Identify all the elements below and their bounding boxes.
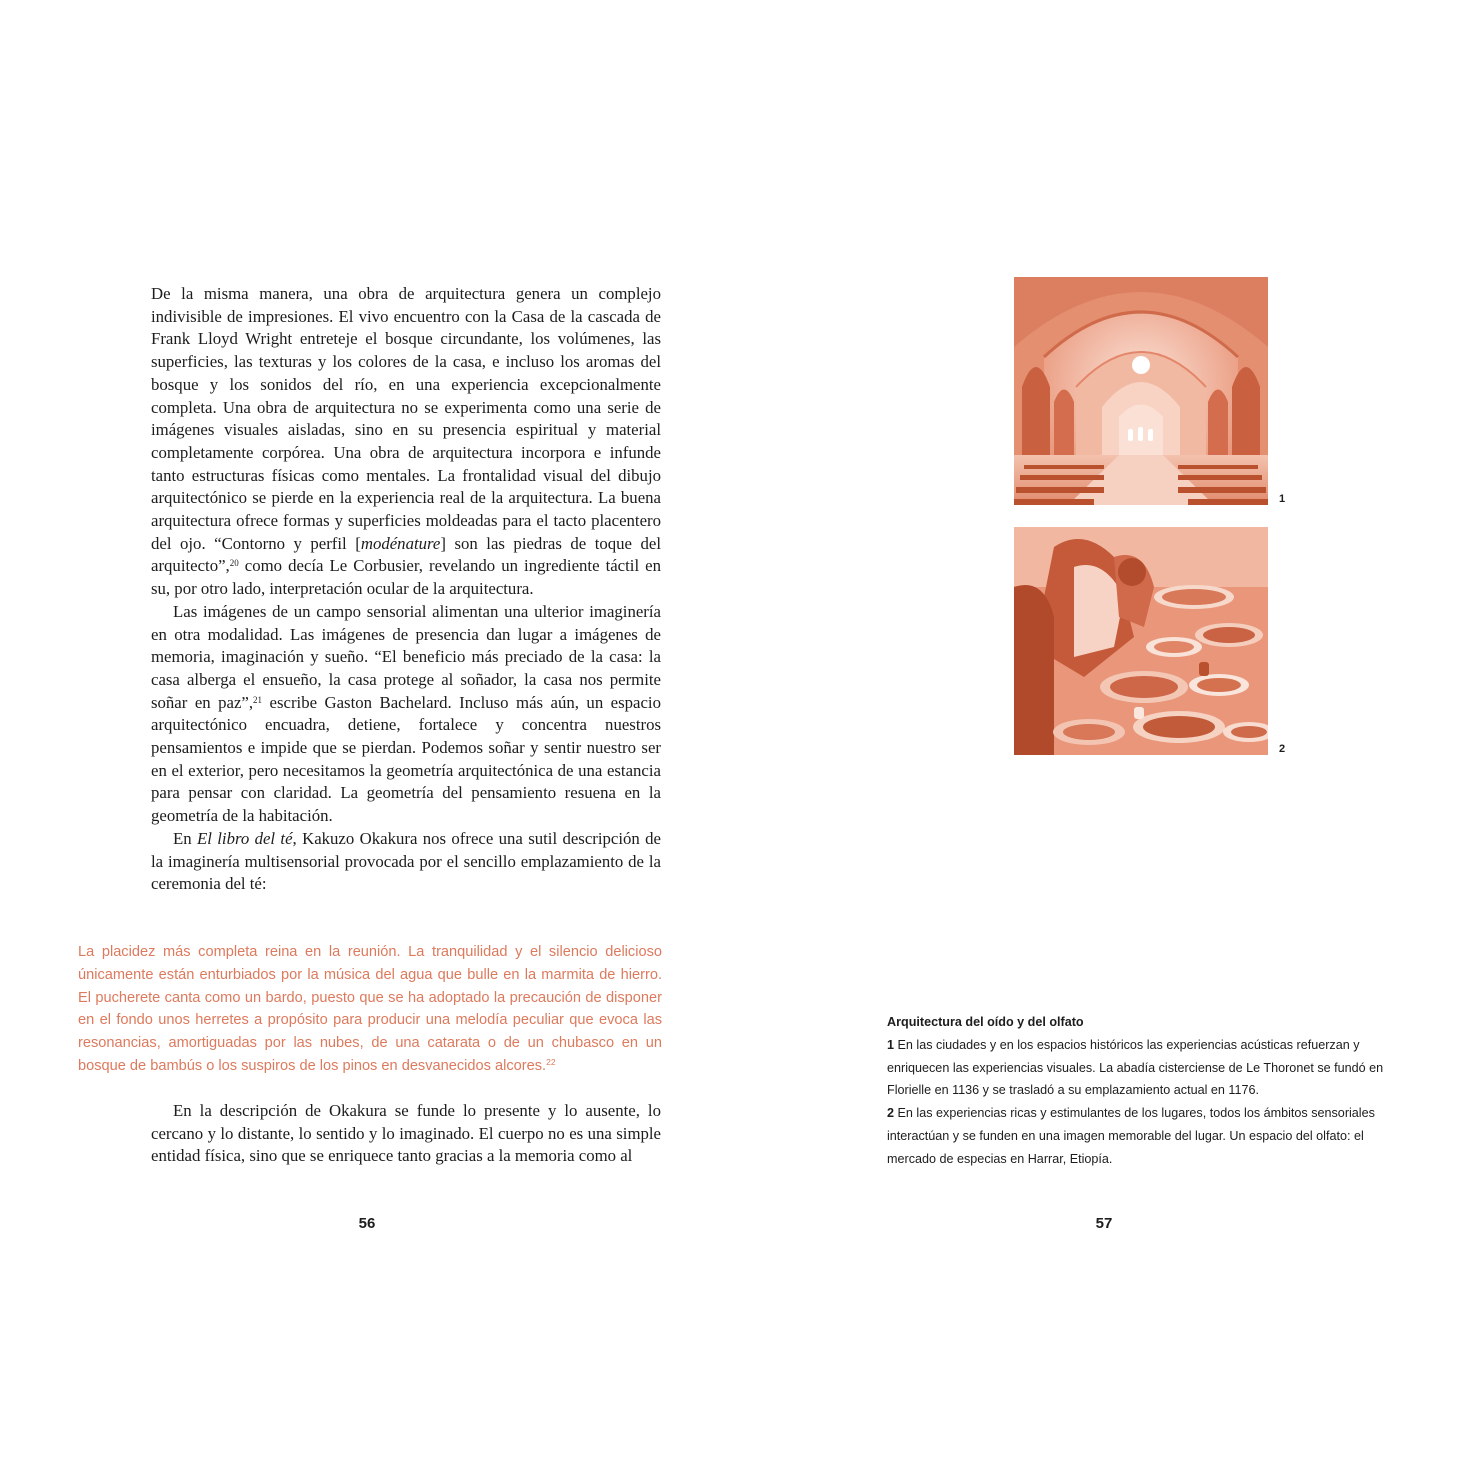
footnote-ref-21[interactable]: 21	[253, 694, 263, 705]
paragraph-1	[151, 283, 661, 601]
abbey-nave-image	[1014, 277, 1268, 505]
italic-book-title: El libro del té	[196, 828, 293, 848]
spice-market-image	[1014, 527, 1268, 755]
paragraph-3-text-b: , Kakuzo Okakura nos ofrece una sutil descripción de la imaginería multisensorial provocada por el sencillo emplazamiento de la ceremonia del té:	[151, 828, 661, 894]
paragraph-2-text-a: Las imágenes de un campo sensorial alimentan una ulterior imaginería en otra modalidad. Las imágenes de presencia dan lugar a imágenes de memoria, imaginación y sueño. “El beneficio más preciado de la casa: la casa alberga el ensueño, la casa protege al soñador, la casa nos permite soñar en paz”,	[151, 601, 661, 712]
paragraph-1-text-a: De la misma manera, una obra de arquitectura genera un complejo indivisible de impresiones. El vivo encuentro con la Casa de la cascada de Frank Lloyd Wright entreteje el bosque circundante, los volúmenes, las superficies, las texturas y los colores de la casa, e incluso los aromas del bosque y los sonidos del río, en una experiencia excepcionalmente completa. Una obra de arquitectura no se experimenta como una serie de imágenes visuales aisladas, sino en su presencia espiritual y material completamente corpórea. Una obra de arquitectura incorpora e infunde tanto estructuras físicas como mentales. La frontalidad visual del dibujo arquitectónico se pierde en la experiencia real de la arquitectura. La buena arquitectura ofrece formas y superficies moldeadas para el tacto placentero del ojo. “Contorno y perfil [	[151, 284, 661, 553]
figure-captions	[887, 1011, 1392, 1171]
footnote-ref-20[interactable]: 20	[229, 558, 239, 569]
paragraph-3-text-a: En	[173, 828, 197, 848]
paragraph-4: En la descripción de Okakura se funde lo presente y lo ausente, lo cercano y lo distante, lo sentido y lo imaginado. El cuerpo no es una simple entidad física, sino que se enriquece tanto gracias a la memoria como al	[151, 1101, 661, 1166]
caption-title: Arquitectura del oído y del olfato	[887, 1015, 1084, 1029]
caption-2	[887, 1102, 1392, 1170]
page-number-right: 57	[1095, 1215, 1113, 1232]
paragraph-1-text-b: ] son las piedras de toque del arquitecto”,	[151, 533, 662, 576]
figure-number-1: 1	[1279, 493, 1286, 505]
abbey-nave-photo	[1014, 277, 1268, 505]
paragraph-3	[151, 828, 661, 896]
right-page	[736, 0, 1472, 1472]
figure-number-2: 2	[1279, 743, 1286, 755]
paragraph-2-text-b: escribe Gaston Bachelard. Incluso más aún, un espacio arquitectónico encuadra, detiene, fortalece y concentra nuestros pensamientos e impide que se pierdan. Podemos soñar y sentir nuestro ser en el exterior, pero necesitamos la geometría arquitectónica de una estancia para pensar con claridad. La geometría del pensamiento resuena en la geometría de la habitación.	[151, 692, 661, 826]
paragraph-2	[151, 601, 661, 828]
caption-1	[887, 1034, 1392, 1102]
block-quote	[78, 941, 662, 1078]
caption-2-text: En las experiencias ricas y estimulantes de los lugares, todos los ámbitos sensoriales interactúan y se funden en una imagen memorable del lugar. Un espacio del olfato: el mercado de especias en Harrar, Etiopía.	[887, 1106, 1375, 1166]
italic-term-modenature: modénature	[360, 533, 441, 553]
body-text-main	[151, 283, 661, 896]
footnote-ref-22[interactable]: 22	[546, 1056, 556, 1067]
caption-2-number: 2	[887, 1106, 895, 1121]
page-number-left: 56	[358, 1215, 376, 1232]
caption-1-number: 1	[887, 1037, 895, 1052]
block-quote-text: La placidez más completa reina en la reunión. La tranquilidad y el silencio delicioso únicamente están enturbiados por la música del agua que bulle en la marmita de hierro. El pucherete canta como un bardo, puesto que se ha adoptado la precaución de disponer en el fondo unos herretes a propósito para producir una melodía peculiar que evoca las resonancias, amortiguadas por las nubes, de una catarata o de un chubasco en un bosque de bambús o los suspiros de los pinos en desvanecidos alcores.	[78, 944, 662, 1074]
body-text-after-quote	[151, 1100, 661, 1168]
paragraph-1-text-c: como decía Le Corbusier, revelando un ingrediente táctil en su, por otro lado, interpretación ocular de la arquitectura.	[151, 556, 661, 599]
spice-market-photo	[1014, 527, 1268, 755]
caption-1-text: En las ciudades y en los espacios históricos las experiencias acústicas refuerzan y enriquecen las experiencias visuales. La abadía cisterciense de Le Thoronet se fundó en Florielle en 1136 y se trasladó a su emplazamiento actual en 1176.	[887, 1037, 1384, 1098]
